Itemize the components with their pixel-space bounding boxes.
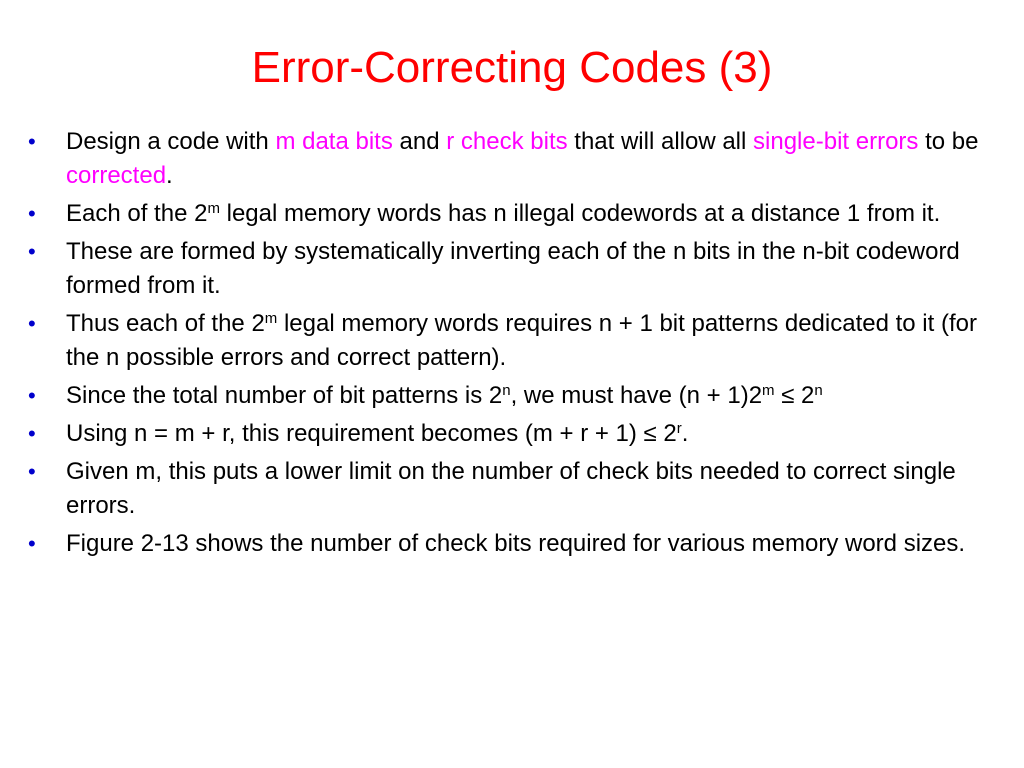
bullet-text: Figure 2-13 shows the number of check bits required for various memory word sizes.	[66, 530, 966, 557]
superscript: m	[762, 381, 775, 399]
bullet-marker-icon: •	[28, 421, 36, 446]
bullet-text: that will allow all	[567, 128, 754, 155]
bullet-text: Each of the 2	[66, 200, 208, 227]
bullet-text: legal memory words requires n + 1 bit patterns dedicated to it (for the n possible errors and correct pattern).	[66, 310, 977, 371]
bullet-list	[28, 125, 1003, 565]
bullet-item	[28, 125, 1003, 193]
bullet-text: legal memory words has n illegal codewords at a distance 1 from it.	[219, 200, 941, 227]
bullet-marker-icon: •	[28, 311, 36, 336]
superscript: m	[264, 309, 278, 327]
bullet-marker-icon: •	[28, 129, 36, 154]
bullet-text: Design a code with	[66, 128, 276, 155]
highlight-term: corrected	[66, 162, 167, 189]
highlight-term: r check bits	[446, 128, 568, 155]
highlight-term: single-bit errors	[753, 128, 919, 155]
bullet-text: ≤ 2	[774, 382, 815, 409]
bullet-text: .	[681, 420, 689, 447]
bullet-item	[28, 527, 1003, 561]
bullet-text: These are formed by systematically inverting each of the n bits in the n-bit codeword formed from it.	[66, 238, 960, 299]
bullet-marker-icon: •	[28, 383, 36, 408]
bullet-item	[28, 455, 1003, 523]
superscript: n	[502, 381, 511, 399]
bullet-marker-icon: •	[28, 201, 36, 226]
superscript: r	[676, 419, 682, 437]
bullet-item	[28, 307, 1003, 375]
bullet-text: Using n = m + r, this requirement becomes (m + r + 1) ≤ 2	[66, 420, 677, 447]
superscript: m	[207, 199, 220, 217]
bullet-marker-icon: •	[28, 459, 36, 484]
bullet-item	[28, 235, 1003, 303]
highlight-term: m data bits	[275, 128, 393, 155]
bullet-item	[28, 417, 1003, 451]
bullet-text: and	[392, 128, 447, 155]
bullet-text: to be	[918, 128, 979, 155]
bullet-text: .	[166, 162, 173, 189]
bullet-marker-icon: •	[28, 239, 36, 264]
superscript: n	[814, 381, 823, 399]
bullet-item	[28, 379, 1003, 413]
bullet-item	[28, 197, 1003, 231]
slide-title: Error-Correcting Codes (3)	[251, 43, 773, 92]
bullet-marker-icon: •	[28, 531, 36, 556]
bullet-text: Since the total number of bit patterns is 2	[66, 382, 503, 409]
bullet-text: , we must have (n + 1)2	[510, 382, 763, 409]
bullet-text: Thus each of the 2	[66, 310, 265, 337]
bullet-text: Given m, this puts a lower limit on the number of check bits needed to correct single errors.	[66, 458, 956, 519]
